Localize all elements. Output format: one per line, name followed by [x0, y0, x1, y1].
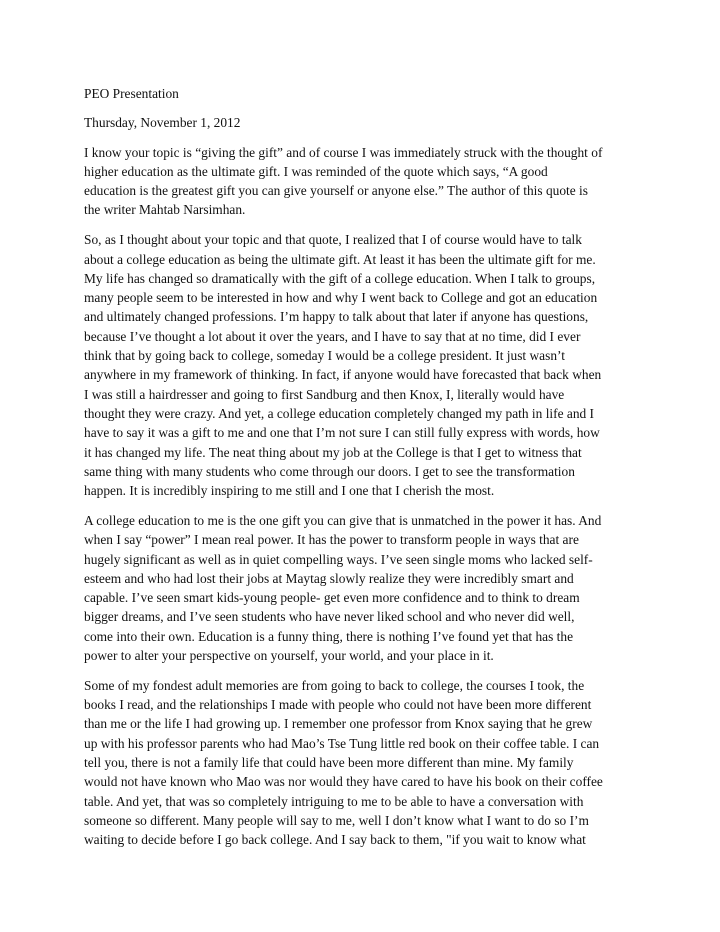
- text-line: when I say “power” I mean real power. It has the power to transform people in ways that are: [84, 532, 579, 548]
- text-line: would not have known who Mao was nor would they have cared to have his book on their coffee: [84, 774, 603, 790]
- text-line: happen. It is incredibly inspiring to me still and I one that I cherish the most.: [84, 483, 495, 499]
- document-date: Thursday, November 1, 2012: [84, 115, 241, 131]
- text-line: tell you, there is not a family life that could have been more different than mine. My family: [84, 755, 574, 770]
- text-line: because I’ve thought a lot about it over the years, and I have to say that at no time, did I ever: [84, 328, 581, 344]
- text-line: than me or the life I had growing up. I remember one professor from Knox saying that he grew: [84, 716, 593, 732]
- text-line: thought they were crazy. And yet, a college education completely changed my path in life and I: [84, 405, 595, 421]
- text-line: many people seem to be interested in how and why I went back to College and got an education: [84, 290, 598, 306]
- text-line: My life has changed so dramatically with the gift of a college education. When I talk to groups,: [84, 270, 596, 286]
- text-line: power to alter your perspective on yourself, your world, and your place in it.: [84, 648, 494, 664]
- paragraph-3: [84, 511, 640, 665]
- text-line: So, as I thought about your topic and that quote, I realized that I of course would have to talk: [84, 232, 582, 248]
- text-line: esteem and who had lost their jobs at Maytag slowly realize they were incredibly smart and: [84, 570, 574, 586]
- text-line: education is the greatest gift you can give yourself or anyone else.” The author of this quote is: [84, 183, 588, 199]
- text-line: I was still a hairdresser and going to first Sandburg and then Knox, I, literally would have: [84, 386, 565, 402]
- text-line: anywhere in my framework of thinking. In fact, if anyone would have forecasted that back when: [84, 367, 602, 383]
- text-line: come into their own. Education is a funny thing, there is nothing I’ve found yet that has the: [84, 628, 574, 644]
- text-line: A college education to me is the one gift you can give that is unmatched in the power it has. And: [84, 512, 602, 528]
- text-line: higher education as the ultimate gift. I was reminded of the quote which says, “A good: [84, 163, 548, 179]
- text-line: think that by going back to college, someday I would be a college president. It just wasn’t: [84, 348, 565, 364]
- text-line: books I read, and the relationships I made with people who could not have been more different: [84, 697, 592, 713]
- text-line: same thing with many students who come through our doors. I get to see the transformation: [84, 463, 575, 479]
- document-title: PEO Presentation: [84, 86, 179, 101]
- text-line: and ultimately changed professions. I’m happy to talk about that later if anyone has questions,: [84, 309, 589, 325]
- paragraph-2: [84, 230, 640, 500]
- text-line: have to say it was a gift to me and one that I’m not sure I can still fully express with words, how: [84, 425, 600, 441]
- text-line: it has changed my life. The neat thing about my job at the College is that I get to witness that: [84, 444, 582, 460]
- text-line: Some of my fondest adult memories are from going to back to college, the courses I took, the: [84, 677, 585, 693]
- paragraph-1: [84, 143, 640, 220]
- paragraph-4: [84, 676, 640, 850]
- text-line: someone so different. Many people will say to me, well I don’t know what I want to do so I’m: [84, 812, 589, 828]
- text-line: up with his professor parents who had Mao’s Tse Tung little red book on their coffee table. I can: [84, 735, 600, 751]
- text-line: table. And yet, that was so completely intriguing to me to be able to have a conversation with: [84, 793, 584, 809]
- text-line: the writer Mahtab Narsimhan.: [84, 202, 246, 218]
- text-line: hugely significant as well as in quiet compelling ways. I’ve seen single moms who lacked self-: [84, 551, 593, 567]
- document-page: [84, 84, 640, 860]
- text-line: capable. I’ve seen smart kids-young people- get even more confidence and to think to dream: [84, 590, 580, 606]
- text-line: I know your topic is “giving the gift” and of course I was immediately struck with the thought of: [84, 144, 603, 160]
- text-line: about a college education as being the ultimate gift. At least it has been the ultimate gift for me.: [84, 251, 596, 267]
- text-line: waiting to decide before I go back college. And I say back to them, "if you wait to know what: [84, 832, 586, 848]
- text-line: bigger dreams, and I’ve seen students who have never liked school and who never did well,: [84, 609, 575, 625]
